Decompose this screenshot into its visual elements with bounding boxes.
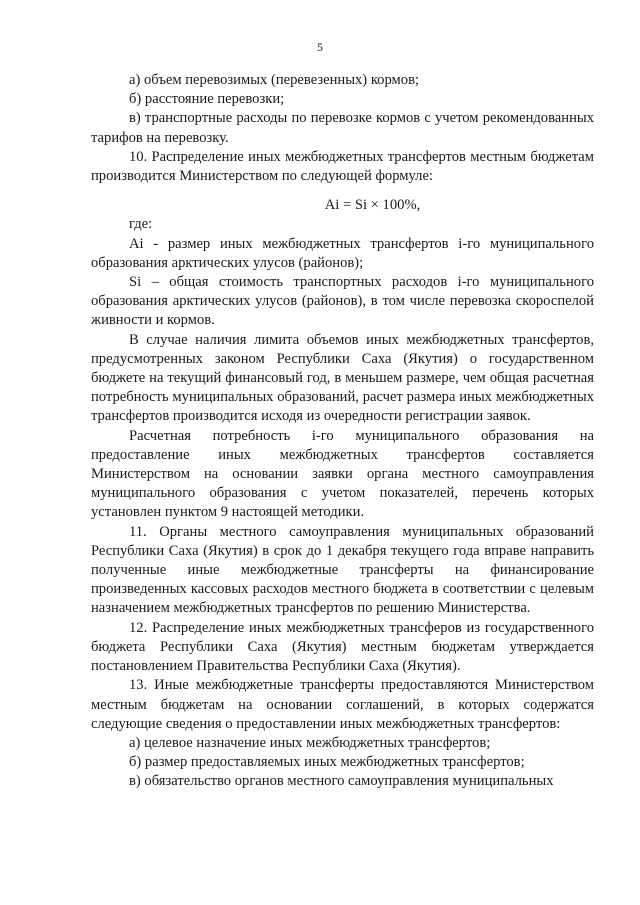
paragraph-list-item-b: б) расстояние перевозки;: [129, 91, 285, 108]
paragraph-definition-ai: Ai - размер иных межбюджетных трансфертов i-го муниципального образования арктических улусов (районов);: [91, 235, 594, 271]
paragraph-list-item-a: а) объем перевозимых (перевезенных) кормов;: [129, 72, 420, 88]
paragraph-limit-case: В случае наличия лимита объемов иных межбюджетных трансфертов, предусмотренных законом Республики Саха (Якутия) о государственном бюджете на текущий финансовый год, в меньшем размере, чем общая расчетная потребность муниципальных образований, расчет размера иных межбюджетных трансфертов производится исходя из очередности регистрации заявок.: [91, 331, 594, 425]
paragraph-list-item-v2: в) обязательство органов местного самоуправления муниципальных: [129, 773, 554, 790]
paragraph-list-item-v: в) транспортные расходы по перевозке кормов с учетом рекомендованных тарифов на перевозку.: [91, 110, 594, 146]
paragraph-section-12: 12. Распределение иных межбюджетных трансферов из государственного бюджета Республики Саха (Якутия) местным бюджетам утверждается постановлением Правительства Республики Саха (Якутия).: [91, 619, 594, 675]
paragraph-list-item-b2: б) размер предоставляемых иных межбюджетных трансфертов;: [129, 754, 525, 771]
document-body: [91, 71, 594, 792]
paragraph-section-13: 13. Иные межбюджетные трансферты предоставляются Министерством местным бюджетам на основании соглашений, в которых содержатся следующие сведения о предоставлении иных межбюджетных трансфертов:: [91, 677, 594, 732]
paragraph-estimated-need: Расчетная потребность i-го муниципального образования на предоставление иных межбюджетных трансфертов составляется Министерством на основании заявки органа местного самоуправления муниципального образования с учетом показателей, перечень которых установлен пунктом 9 настоящей методики.: [91, 427, 594, 521]
page-number: 5: [317, 40, 323, 54]
paragraph-list-item-a2: а) целевое назначение иных межбюджетных трансфертов;: [129, 734, 491, 751]
paragraph-definition-si: Si – общая стоимость транспортных расходов i-го муниципального образования арктических улусов (районов), в том числе перевозка скороспелой живности и кормов.: [91, 274, 594, 329]
paragraph-where: где:: [129, 216, 153, 233]
paragraph-section-10: 10. Распределение иных межбюджетных трансфертов местным бюджетам производится Министерством по следующей формуле:: [91, 148, 594, 185]
formula: Ai = Si × 100%,: [324, 197, 421, 214]
paragraph-section-11: 11. Органы местного самоуправления муниципальных образований Республики Саха (Якутия) в срок до 1 декабря текущего года вправе направить полученные иные межбюджетные трансферты на финансирование произведенных кассовых расходов местного бюджета в соответствии с целевым назначением межбюджетных трансфертов по решению Министерства.: [91, 523, 594, 617]
